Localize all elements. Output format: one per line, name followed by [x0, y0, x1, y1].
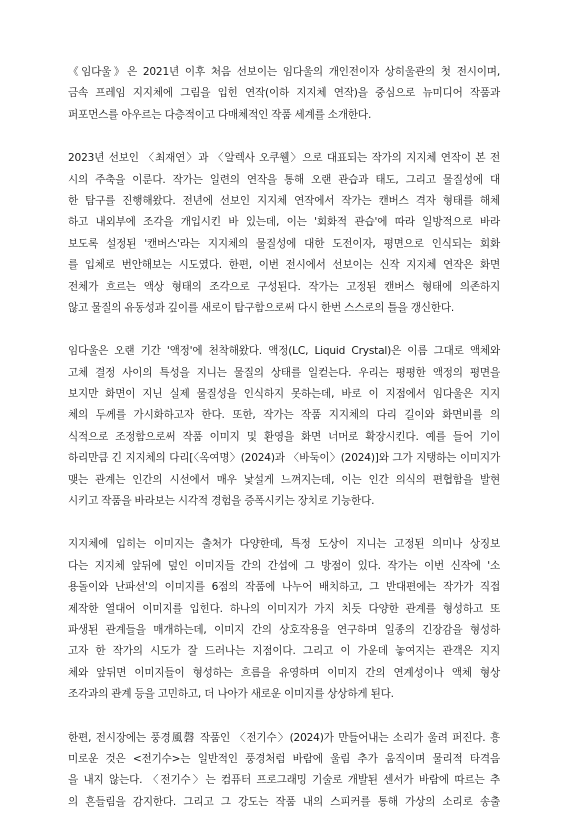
document-body	[68, 62, 500, 835]
text-line: 다는 지지체 앞뒤에 덮인 이미지들 간의 간섭에 그 방점이 있다. 작가는 이번 신작에 '소	[68, 559, 500, 572]
text-line: 하고 내외부에 조각을 개입시킨 바 있는데, 이는 '회화적 관습'에 따라 일방적으로 바라	[68, 216, 500, 229]
text-line: 《임다울》은 2021년 이후 처음 선보이는 임다울의 개인전이자 상히울관의 첫 전시이며,	[68, 66, 500, 78]
text-line: 미로운 것은 <전기수>는 일반적인 풍경처럼 바람에 울림 추가 움직이며 물리적 타격음	[68, 752, 500, 765]
text-line: 체와 앞뒤면 이미지들이 형성하는 흐름을 유영하며 이미지 간의 연계성이나 액체 형상	[68, 666, 500, 679]
text-line: 지지체에 입히는 이미지는 출처가 다양한데, 특정 도상이 지니는 고정된 의미나 상징보	[68, 538, 500, 551]
paragraph-support-series	[68, 148, 500, 319]
paragraph-wind-chime	[68, 728, 500, 814]
text-line: 체의 두께를 가시화하고자 한다. 또한, 작가는 작품 지지체의 다리 길이와 화면비를 의	[68, 409, 500, 422]
text-line: 제작한 열대어 이미지를 입힌다. 하나의 이미지가 가지 치듯 다양한 관계를 형성하고 또	[68, 602, 500, 615]
text-line: 금속 프레임 지지체에 그림을 입힌 연작(이하 지지체 연작)을 중심으로 뉴미디어 작품과	[68, 87, 500, 100]
text-line: 않고 물질의 유동성과 깊이를 새로이 탐구함으로써 다시 한번 스스로의 틀을 갱신한다.	[68, 301, 455, 314]
text-line: 2023년 선보인 〈최재연〉과 〈알렉사 오쿠웰〉으로 대표되는 작가의 지지체 연작이 본 전	[68, 152, 500, 165]
text-line: 하리만큼 긴 지지체의 다리[〈옥여명〉(2024)과 〈바둑이〉(2024)]와 그가 지탱하는 이미지가	[68, 452, 500, 465]
text-line: 전체가 흐르는 액상 형태의 조각으로 구성된다. 작가는 고정된 캔버스 형태에 의존하지	[68, 280, 500, 293]
text-line: 퍼포먼스를 아우르는 다층적이고 다매체적인 작품 세계를 소개한다.	[68, 108, 372, 121]
text-line: 를 입체로 번안해보는 시도였다. 한편, 이번 전시에서 선보이는 신작 지지체 연작은 화면	[68, 259, 500, 272]
text-line: 고자 한 작가의 시도가 잘 드러나는 지점이다. 그리고 이 가운데 놓여지는 관객은 지지	[68, 645, 500, 658]
text-line: 보도록 설정된 '캔버스'라는 지지체의 물질성에 대한 도전이자, 평면으로 인식되는 회화	[68, 237, 500, 250]
text-line: 임다울은 오랜 기간 '액정'에 천착해왔다. 액정(LC, Liquid Crystal)은 이름 그대로 액체와	[68, 345, 500, 358]
text-line: 의 흔들림을 감지한다. 그리고 그 강도는 작품 내의 스피커를 통해 가상의 소리로 송출	[68, 795, 500, 808]
paragraph-intro	[68, 62, 500, 126]
text-line: 시키고 작품을 바라보는 시각적 경험을 증폭시키는 장치로 기능한다.	[68, 495, 375, 508]
text-line: 보지만 화면이 지닌 실제 물질성을 인식하지 못하는데, 바로 이 지점에서 임다울은 지지	[68, 388, 500, 401]
text-line: 한 탐구를 진행해왔다. 전년에 선보인 지지체 연작에서 작가는 캔버스 격자 형태를 해체	[68, 194, 500, 207]
text-line: 식적으로 조정함으로써 작품 이미지 및 환영을 화면 너머로 확장시킨다. 예를 들어 기이	[68, 430, 500, 443]
text-line: 맺는 관계는 인간의 시선에서 매우 낯설게 느껴지는데, 이는 인간 의식의 편협함을 발현	[68, 473, 500, 486]
paragraph-liquid-crystal	[68, 341, 500, 512]
text-line: 한편, 전시장에는 풍경風磬 작품인 〈전기수〉(2024)가 만들어내는 소리가 울려 퍼진다. 흥	[68, 731, 500, 744]
text-line: 파생된 관계들을 매개하는데, 이미지 간의 상호작용을 연구하며 일종의 긴장감을 형성하	[68, 623, 500, 636]
text-line: 조각과의 관계 등을 고민하고, 더 나아가 새로운 이미지를 상상하게 된다.	[68, 688, 394, 701]
text-line: 시의 주축을 이룬다. 작가는 일련의 연작을 통해 오랜 관습과 태도, 그리고 물질성에 대	[68, 173, 500, 186]
text-line: 을 내지 않는다. 〈전기수〉는 컴퓨터 프로그래밍 기술로 개발된 센서가 바람에 따르는 추	[68, 774, 500, 787]
text-line: 용돌이와 난파선'의 이미지를 6점의 작품에 나누어 배치하고, 그 반대편에는 작가가 직접	[68, 581, 500, 594]
text-line: 고체 결정 사이의 특성을 지니는 물질의 상태를 일컫는다. 우리는 평평한 액정의 평면을	[68, 366, 500, 379]
paragraph-images	[68, 534, 500, 705]
